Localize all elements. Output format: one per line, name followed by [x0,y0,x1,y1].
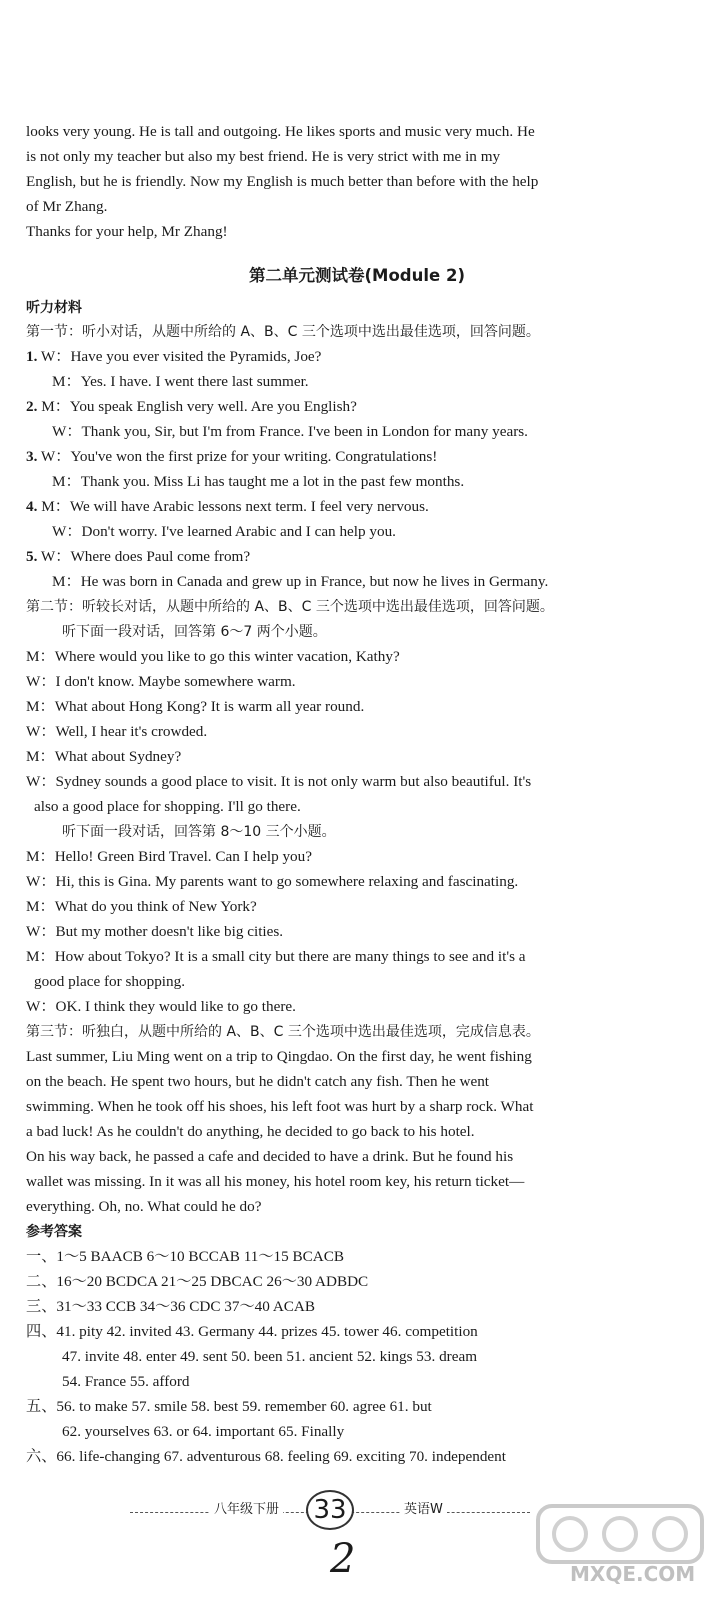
watermark-icon [530,1500,710,1570]
dialog-line: M：Thank you. Miss Li has taught me a lot in the past few months. [52,473,465,490]
monologue-line: a bad luck! As he couldn't do anything, he decided to go back to his hotel. [26,1123,475,1140]
dialog-text: M：You speak English very well. Are you English? [41,398,357,415]
conversation-line: M：Hello! Green Bird Travel. Can I help you? [26,848,312,865]
question-number: 3. [26,448,38,465]
watermark-logo [530,1500,710,1596]
monologue-line: On his way back, he passed a cafe and decided to have a drink. But he found his [26,1148,514,1165]
answer-line: 四、41. pity 42. invited 43. Germany 44. prizes 45. tower 46. competition [26,1323,478,1340]
monologue-line: Last summer, Liu Ming went on a trip to Qingdao. On the first day, he went fishing [26,1048,532,1065]
conversation-line: M：What about Hong Kong? It is warm all year round. [26,698,365,715]
answer-line: 47. invite 48. enter 49. sent 50. been 51. ancient 52. kings 53. dream [62,1348,478,1365]
conversation-line: W：OK. I think they would like to go there. [26,998,296,1015]
conversation-line: W：Sydney sounds a good place to visit. It is not only warm but also beautiful. It's [26,773,532,790]
watermark-text: MXQE.COM [570,1562,696,1586]
footer-subject: 英语W [400,1498,447,1517]
question-number: 5. [26,548,38,565]
monologue-line: swimming. When he took off his shoes, his left foot was hurt by a sharp rock. What [26,1098,534,1115]
answer-line: 一、1～5 BAACB 6～10 BCCAB 11～15 BCACB [26,1248,345,1265]
listening-heading: 听力材料 [26,300,82,316]
dialog-line: M：He was born in Canada and grew up in France, but now he lives in Germany. [52,573,549,590]
conversation-line: M：What about Sydney? [26,748,182,765]
monologue-line: on the beach. He spent two hours, but he didn't catch any fish. Then he went [26,1073,490,1090]
answers-heading: 参考答案 [26,1224,82,1240]
section-title: 第二单元测试卷(Module 2) [249,266,465,285]
intro-line: of Mr Zhang. [26,198,108,215]
dialog-line [26,347,321,367]
conversation-line: W：Well, I hear it's crowded. [26,723,208,740]
answer-line: 二、16～20 BCDCA 21～25 DBCAC 26～30 ADBDC [26,1273,369,1290]
conversation-line: W：But my mother doesn't like big cities. [26,923,284,940]
conversation-line: M：How about Tokyo? It is a small city but there are many things to see and it's a [26,948,526,965]
footer-grade: 八年级下册 [210,1498,283,1517]
sub-instructions: 听下面一段对话，回答第 8～10 三个小题。 [62,824,336,840]
dialog-text: W：Have you ever visited the Pyramids, Joe? [40,348,322,365]
question-number: 2. [26,398,38,415]
dialog-text: W：Where does Paul come from? [40,548,251,565]
conversation-line: also a good place for shopping. I'll go there. [34,798,301,815]
handwritten-mark: 2 [330,1536,356,1582]
section-3-instructions: 第三节：听独白，从题中所给的 A、B、C 三个选项中选出最佳选项，完成信息表。 [26,1024,540,1040]
dialog-line: W：Don't worry. I've learned Arabic and I can help you. [52,523,396,540]
dialog-line [26,447,437,467]
answer-line: 五、56. to make 57. smile 58. best 59. remember 60. agree 61. but [26,1398,432,1415]
intro-line: Thanks for your help, Mr Zhang! [26,223,228,240]
sub-instructions: 听下面一段对话，回答第 6～7 两个小题。 [62,624,327,640]
dialog-line: M：Yes. I have. I went there last summer. [52,373,309,390]
dialog-line [26,547,250,567]
intro-line: looks very young. He is tall and outgoing. He likes sports and music very much. He [26,123,535,140]
answer-line: 三、31～33 CCB 34～36 CDC 37～40 ACAB [26,1298,316,1315]
answer-line: 62. yourselves 63. or 64. important 65. Finally [62,1423,345,1440]
conversation-line: W：I don't know. Maybe somewhere warm. [26,673,296,690]
monologue-line: wallet was missing. In it was all his money, his hotel room key, his return ticket— [26,1173,525,1190]
conversation-line: good place for shopping. [34,973,185,990]
dialog-line [26,397,357,417]
question-number: 4. [26,498,38,515]
dialog-line [26,497,429,517]
answer-line: 54. France 55. afford [62,1373,190,1390]
dialog-text: W：You've won the first prize for your writing. Congratulations! [40,448,438,465]
page-number: 33 [306,1490,354,1530]
conversation-line: W：Hi, this is Gina. My parents want to go somewhere relaxing and fascinating. [26,873,519,890]
dialog-text: M：We will have Arabic lessons next term. I feel very nervous. [41,498,429,515]
answer-line: 六、66. life-changing 67. adventurous 68. feeling 69. exciting 70. independent [26,1448,506,1465]
conversation-line: M：Where would you like to go this winter vacation, Kathy? [26,648,400,665]
intro-line: English, but he is friendly. Now my English is much better than before with the help [26,173,539,190]
question-number: 1. [26,348,38,365]
section-1-instructions: 第一节：听小对话，从题中所给的 A、B、C 三个选项中选出最佳选项，回答问题。 [26,324,540,340]
monologue-line: everything. Oh, no. What could he do? [26,1198,262,1215]
conversation-line: M：What do you think of New York? [26,898,257,915]
section-2-instructions: 第二节：听较长对话，从题中所给的 A、B、C 三个选项中选出最佳选项，回答问题。 [26,599,554,615]
page-footer [130,1490,530,1530]
dialog-line: W：Thank you, Sir, but I'm from France. I've been in London for many years. [52,423,528,440]
intro-line: is not only my teacher but also my best friend. He is very strict with me in my [26,148,501,165]
